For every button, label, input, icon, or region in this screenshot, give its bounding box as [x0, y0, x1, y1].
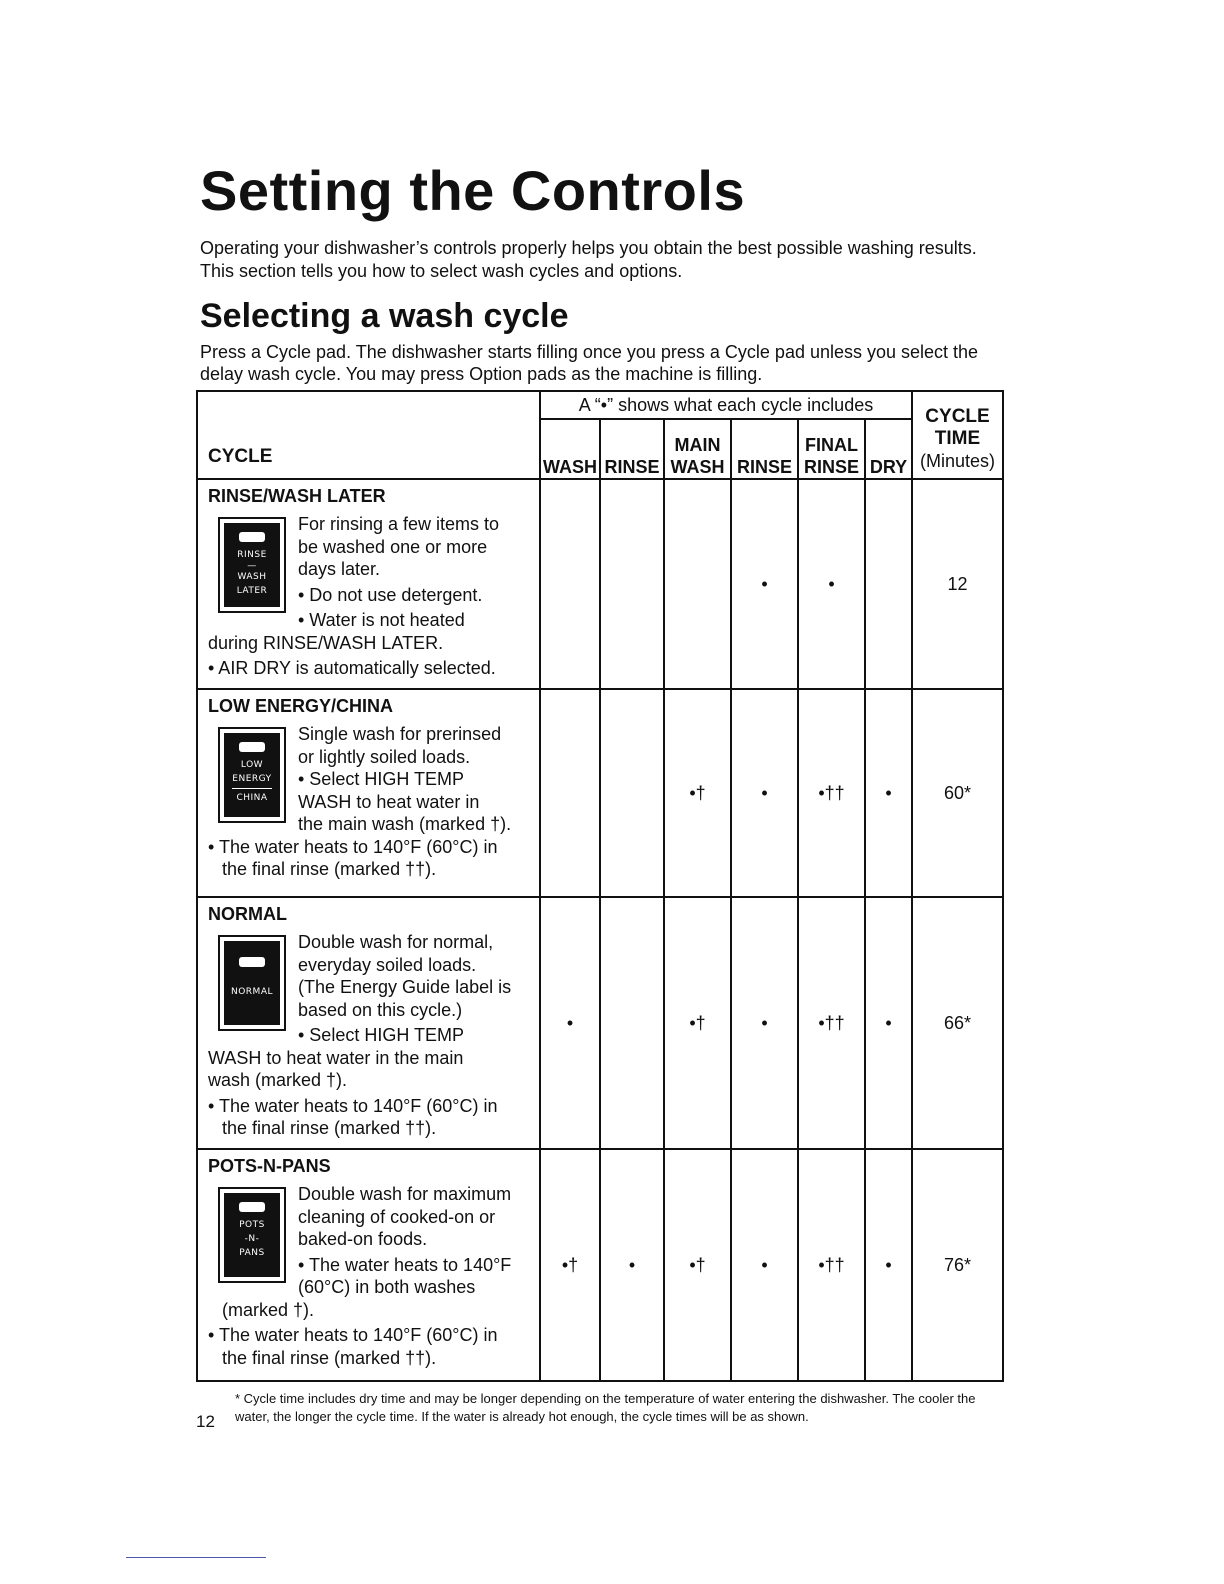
- divider: [126, 1557, 266, 1558]
- indicator-light-icon: [239, 957, 265, 967]
- legend-header: A “•” shows what each cycle includes: [540, 391, 912, 419]
- rinse-wash-later-pad-icon: RINSE — WASH LATER: [218, 517, 286, 613]
- dry-mark: •: [865, 689, 912, 897]
- section-intro-paragraph: Press a Cycle pad. The dishwasher starts filling once you press a Cycle pad unless you select the delay wash cycle. You may press Option pads as the machine is filling.: [200, 342, 979, 384]
- wash-mark: •†: [540, 1149, 600, 1381]
- cycle-time-value: 66*: [912, 897, 1003, 1149]
- wash-column-header: WASH: [540, 419, 600, 479]
- main-wash-mark: •†: [664, 1149, 731, 1381]
- page-number: 12: [196, 1412, 215, 1431]
- main-wash-header-line1: MAIN: [674, 435, 721, 455]
- rinse-mark: [600, 897, 664, 1149]
- final-rinse-mark: •††: [798, 689, 865, 897]
- cycle-time-value: 76*: [912, 1149, 1003, 1381]
- dry-mark: •: [865, 1149, 912, 1381]
- cycle-name: RINSE/WASH LATER: [208, 486, 386, 506]
- indicator-light-icon: [239, 1202, 265, 1212]
- cycle-time-header: [912, 391, 1003, 479]
- wash-mark: •: [540, 897, 600, 1149]
- rinse-mark: •: [600, 1149, 664, 1381]
- second-rinse-column-header: RINSE: [731, 419, 798, 479]
- cycle-name: POTS-N-PANS: [208, 1156, 331, 1176]
- cycle-time-value: 12: [912, 479, 1003, 689]
- second-rinse-mark: •: [731, 689, 798, 897]
- final-rinse-header-line1: FINAL: [805, 435, 858, 455]
- final-rinse-header-line2: RINSE: [803, 457, 859, 477]
- cycle-description-cell: RINSE/WASH LATER RINSE — WASH LATER For rinsing a few items to be washed one or more days later. • Do not use detergent. • Water is not heated during RINSE/WASH LATER. • AIR DRY is automatically selected.: [197, 479, 540, 689]
- final-rinse-column-header: [798, 419, 865, 479]
- second-rinse-mark: •: [731, 897, 798, 1149]
- cycle-time-header-line1: CYCLE: [925, 405, 990, 427]
- pots-n-pans-pad-icon: POTS -N- PANS: [218, 1187, 286, 1283]
- cycle-description-cell: POTS-N-PANS POTS -N- PANS Double wash for maximum cleaning of cooked-on or baked-on foods. • The water heats to 140°F (60°C) in both washes (marked †). • The water heats to 140°F (60°C) in the final rinse (marked ††).: [197, 1149, 540, 1381]
- cycle-time-header-unit: (Minutes): [919, 450, 995, 471]
- second-rinse-mark: •: [731, 1149, 798, 1381]
- rinse-mark: [600, 689, 664, 897]
- cycle-name: NORMAL: [208, 904, 287, 924]
- wash-mark: [540, 689, 600, 897]
- cycle-time-footnote: * Cycle time includes dry time and may be longer depending on the temperature of water entering the dishwasher. The cooler the water, the longer the cycle time. If the water is already hot enough, the cycle times will be as shown.: [235, 1391, 976, 1424]
- cycle-description-cell: NORMAL NORMAL Double wash for normal, everyday soiled loads. (The Energy Guide label is based on this cycle.) • Select HIGH TEMP WASH to heat water in the main wash (marked †). • The water heats to 140°F (60°C) in the final rinse (marked ††).: [197, 897, 540, 1149]
- rinse-column-header: RINSE: [600, 419, 664, 479]
- table-row: [197, 479, 1003, 689]
- rinse-mark: [600, 479, 664, 689]
- normal-pad-icon: NORMAL: [218, 935, 286, 1031]
- main-wash-header-line2: WASH: [670, 457, 725, 477]
- cycle-time-header-line2: TIME: [934, 427, 981, 449]
- main-wash-mark: •†: [664, 689, 731, 897]
- second-rinse-mark: •: [731, 479, 798, 689]
- cycle-table: [196, 390, 1004, 1382]
- intro-paragraph: Operating your dishwasher’s controls properly helps you obtain the best possible washing results. This section tells you how to select wash cycles and options.: [200, 238, 977, 281]
- dry-mark: •: [865, 897, 912, 1149]
- indicator-light-icon: [239, 742, 265, 752]
- table-row: [197, 897, 1003, 1149]
- main-wash-mark: •†: [664, 897, 731, 1149]
- final-rinse-mark: •††: [798, 897, 865, 1149]
- section-title: Selecting a wash cycle: [200, 297, 569, 335]
- main-wash-mark: [664, 479, 731, 689]
- final-rinse-mark: •††: [798, 1149, 865, 1381]
- cycle-column-header: CYCLE: [197, 391, 540, 479]
- dry-mark: [865, 479, 912, 689]
- final-rinse-mark: •: [798, 479, 865, 689]
- table-row: [197, 689, 1003, 897]
- main-wash-column-header: [664, 419, 731, 479]
- wash-mark: [540, 479, 600, 689]
- page-title: Setting the Controls: [200, 159, 746, 222]
- cycle-description-cell: LOW ENERGY/CHINA LOW ENERGY CHINA Single wash for prerinsed or lightly soiled loads. • Select HIGH TEMP WASH to heat water in the main wash (marked †). • The water heats to 140°F (60°C) in the final rinse (marked ††).: [197, 689, 540, 897]
- cycle-time-value: 60*: [912, 689, 1003, 897]
- dry-column-header: DRY: [865, 419, 912, 479]
- indicator-light-icon: [239, 532, 265, 542]
- divider: [232, 788, 272, 789]
- table-row: [197, 1149, 1003, 1381]
- low-energy-china-pad-icon: LOW ENERGY CHINA: [218, 727, 286, 823]
- cycle-name: LOW ENERGY/CHINA: [208, 696, 394, 716]
